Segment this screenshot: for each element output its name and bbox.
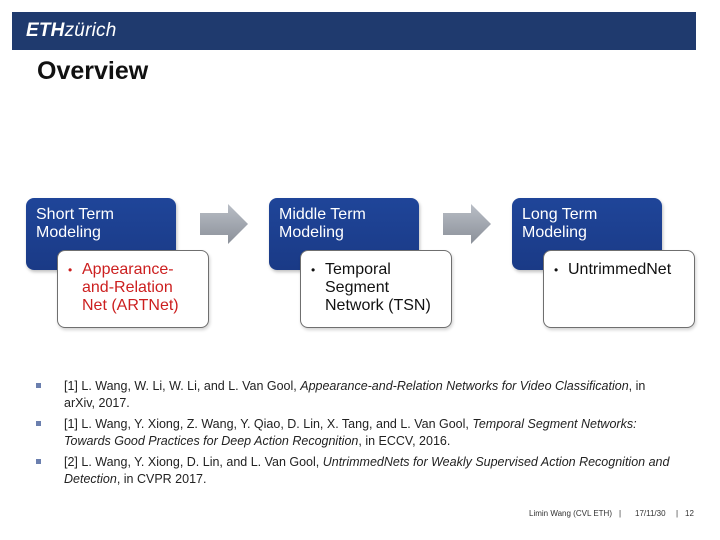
square-bullet-icon	[36, 383, 41, 388]
footer-date: 17/11/30	[635, 509, 666, 518]
eth-zurich-logo: ETHzürich	[26, 20, 117, 41]
detail-list	[311, 261, 443, 315]
bullet-icon: •	[68, 263, 73, 277]
reference-authors: [1] L. Wang, Y. Xiong, Z. Wang, Y. Qiao, D. Lin, X. Tang, and L. Van Gool,	[64, 417, 473, 431]
phase-title: Long Term Modeling	[522, 206, 598, 241]
phase-title: Short Term Modeling	[36, 206, 114, 241]
square-bullet-icon	[36, 459, 41, 464]
reference-title: Temporal Segment Networks: Towards Good Practices for Deep Action Recognition	[64, 417, 637, 448]
list-item	[311, 261, 443, 315]
reference-item	[36, 454, 676, 488]
right-arrow-icon	[441, 202, 493, 246]
reference-title: Appearance-and-Relation Networks for Video Classification	[300, 379, 629, 393]
item-text: UntrimmedNet	[568, 261, 672, 278]
reference-venue: , in arXiv, 2017.	[64, 379, 646, 410]
detail-box-artnet	[57, 250, 209, 328]
bullet-icon: •	[311, 263, 316, 277]
detail-list	[68, 261, 200, 315]
right-arrow-icon	[198, 202, 250, 246]
list-item	[68, 261, 200, 315]
reference-title: UntrimmedNets for Weakly Supervised Action Recognition and Detection	[64, 455, 670, 486]
detail-list	[554, 261, 686, 279]
detail-box-untrimmednet	[543, 250, 695, 328]
reference-venue: , in CVPR 2017.	[116, 472, 207, 486]
reference-venue: , in ECCV, 2016.	[358, 434, 451, 448]
footer-author: Limin Wang (CVL ETH)	[529, 509, 612, 518]
references-list	[36, 378, 676, 492]
page-title: Overview	[37, 57, 149, 85]
page-number: 12	[685, 509, 694, 518]
footer-separator: |	[619, 509, 622, 518]
list-item	[554, 261, 686, 279]
bullet-icon: •	[554, 263, 559, 277]
reference-item	[36, 416, 676, 450]
reference-authors: [2] L. Wang, Y. Xiong, D. Lin, and L. Van Gool,	[64, 455, 323, 469]
square-bullet-icon	[36, 421, 41, 426]
item-text: Appearance-and-Relation Net (ARTNet)	[82, 261, 179, 314]
reference-authors: [1] L. Wang, W. Li, W. Li, and L. Van Gool,	[64, 379, 301, 393]
footer-separator: |	[676, 509, 679, 518]
phase-title: Middle Term Modeling	[279, 206, 366, 241]
detail-box-tsn	[300, 250, 452, 328]
item-text: Temporal Segment Network (TSN)	[325, 261, 431, 314]
reference-item	[36, 378, 676, 412]
